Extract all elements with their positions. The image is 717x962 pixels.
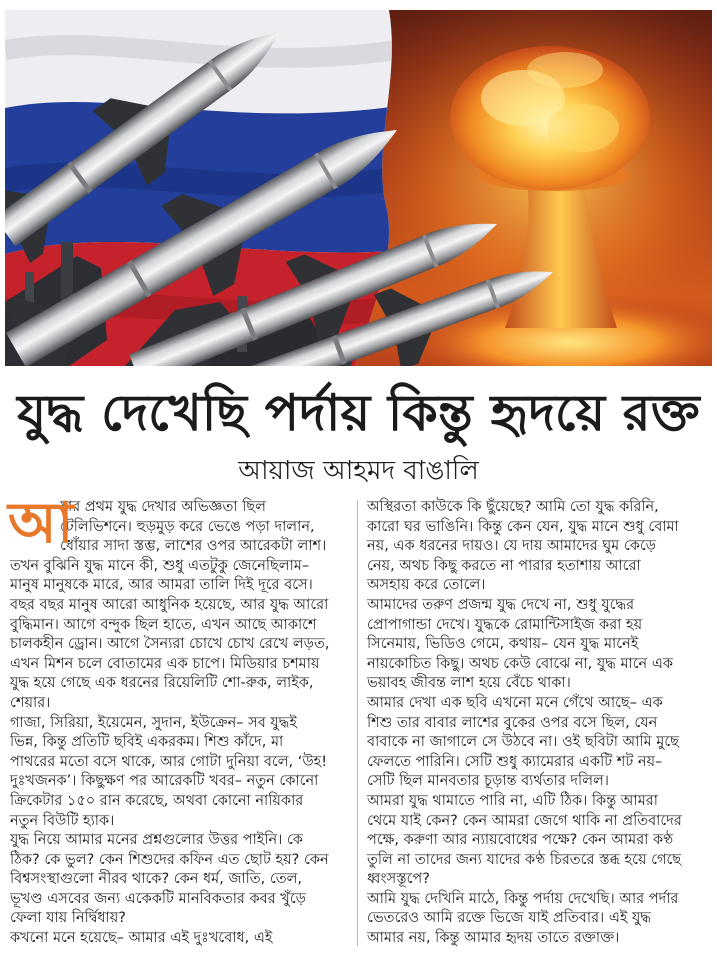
article-line-text: ভেতরেও আমি রক্তে ভিজে যাই প্রতিবার। এই যুদ্ধ — [367, 910, 652, 927]
article-line — [367, 733, 707, 753]
article-line — [367, 616, 707, 636]
article-line-text: বুদ্ধিমান। আগে বন্দুক ছিল হাতে, এখন আছে আকাশে — [10, 616, 317, 633]
article-line-text: টেলিভিশনে। হুড়মুড় করে ভেঙে পড়া দালান, — [60, 518, 315, 535]
article-line — [10, 909, 350, 929]
article-paragraph — [10, 831, 350, 929]
article-line-text: প্রোপাগান্ডা দেখে। যুদ্ধকে রোমান্টিসাইজ করা হয় — [367, 616, 643, 633]
article-line-text: থেমে যাই কেন? কেন আমরা জেগে থাকি না প্রতিবাদের — [367, 812, 682, 829]
column-divider — [357, 500, 358, 946]
article-paragraph — [367, 596, 707, 694]
article-line — [10, 929, 350, 949]
article-line-text: ভয়াবহ জীবন্ত লাশ হয়ে বেঁচে থাকা। — [367, 675, 571, 692]
article-line — [10, 714, 350, 734]
article-line-text: শেয়ার। — [10, 694, 51, 711]
article-line-text: আমার দেখা এক ছবি এখনো মনে গেঁথে আছে– এক — [367, 694, 663, 711]
drop-cap: আ — [8, 491, 74, 556]
article-line — [10, 655, 350, 675]
article-line — [10, 812, 350, 832]
hero-image — [5, 10, 712, 366]
article-paragraph — [10, 714, 350, 832]
article-line-text: কারো ঘর ভাঙিনি। কিন্তু কেন যেন, যুদ্ধ মানে শুধু বোমা — [367, 518, 679, 535]
article-line — [367, 714, 707, 734]
article-line-text: আমি যুদ্ধ দেখিনি মাঠে, কিন্তু পর্দায় দেখেছি। আর পর্দার — [367, 890, 679, 907]
headline-text: যুদ্ধ দেখেছি পর্দায় কিন্তু হৃদয়ে রক্ত — [17, 383, 700, 442]
article-line — [367, 537, 707, 557]
article-line-text: যুদ্ধ হয়ে গেছে এক ধরনের রিয়েলিটি শো-রুক, লাইক, — [10, 675, 314, 692]
article-line-text: ধোঁয়ার সাদা স্তম্ভ, লাশের ওপর আরেকটা লাশ। — [60, 538, 327, 555]
article-line — [10, 616, 350, 636]
article-line — [367, 909, 707, 929]
byline — [90, 452, 627, 490]
article-line-text: ক্রিকেটার ১৫০ রান করেছে, অথবা কোনো নায়িকার — [10, 792, 304, 809]
article-line-text: আমাদের তরুণ প্রজন্ম যুদ্ধ দেখে না, শুধু যুদ্ধের — [367, 596, 635, 613]
article-line — [367, 753, 707, 773]
article-paragraph — [10, 929, 350, 949]
article-line — [10, 576, 350, 596]
article-paragraph — [367, 890, 707, 949]
article-line — [10, 674, 350, 694]
article-line — [367, 792, 707, 812]
article-column-left — [10, 498, 350, 949]
article-line — [10, 733, 350, 753]
article-line-text: ঠিক? কে ভুল? কেন শিশুদের কফিন এত ছোট হয়? কেন — [10, 851, 329, 868]
article-line-text: নেয়, অথচ কিছু করতে না পারার হতাশায় আরো — [367, 557, 641, 574]
article-line-text: অস্থিরতা কাউকে কি ছুঁয়েছে? আমি তো যুদ্ধ করিনি, — [367, 499, 659, 515]
article-line — [367, 576, 707, 596]
article-line — [10, 694, 350, 714]
article-line-text: ফেলা যায় নির্দ্বিধায়? — [10, 910, 126, 927]
article-line-text: যুদ্ধ নিয়ে আমার মনের প্রশ্নগুলোর উত্তর পাইনি। কে — [10, 832, 303, 849]
article-line-text: নায়কোচিত কিছু। অথচ কেউ বোঝে না, যুদ্ধ মানে এক — [367, 655, 673, 672]
article-line-text: মানুষ মানুষকে মারে, আর আমরা তালি দিই দূরে বসে। — [10, 577, 313, 594]
article-line-text: দুঃখজনক’। কিছুক্ষণ পর আরেকটি খবর– নতুন কোনো — [10, 773, 319, 790]
article-line-text: ভূখণ্ড এসবের জন্য একেকটি মানবিকতার কবর খুঁড়ে — [10, 890, 307, 907]
article-line — [367, 635, 707, 655]
article-line — [10, 870, 350, 890]
article-line-text: ধ্বংসস্তূপে? — [367, 871, 430, 888]
article-line-text: শিশু তার বাবার লাশের বুকের ওপর বসে ছিল, যেন — [367, 714, 658, 731]
article-line-text: বিশ্বসংস্থাগুলো নীরব থাকে? কেন ধর্ম, জাতি, তেল, — [10, 871, 303, 888]
article-line — [367, 890, 707, 910]
article-line-text: কখনো মনে হয়েছে– আমার এই দুঃখবোধ, এই — [10, 930, 273, 947]
article-column-right — [367, 498, 707, 949]
article-line — [367, 596, 707, 616]
article-line-text: তখন বুঝিনি যুদ্ধ মানে কী, শুধু এতটুকু জেনেছিলাম– — [10, 557, 310, 574]
article-line — [367, 772, 707, 792]
article-line-text: চালকহীন ড্রোন। আগে সৈন্যরা চোখে চোখ রেখে লড়ত, — [10, 636, 330, 653]
article-line — [10, 831, 350, 851]
article-line — [10, 772, 350, 792]
article-line — [10, 792, 350, 812]
article-line-text: সিনেমায়, ভিডিও গেমে, কথায়– যেন যুদ্ধ মানেই — [367, 636, 639, 653]
article-line-text: সেটি ছিল মানবতার চূড়ান্ত ব্যর্থতার দলিল। — [367, 773, 609, 790]
article-line — [10, 753, 350, 773]
article-line-text: পাথরের মতো বসে থাকে, আর গোটা দুনিয়া বলে, ‘উহ! — [10, 753, 328, 770]
article-line-text: বছর বছর মানুষ আরো আধুনিক হয়েছে, আর যুদ্ধ আরো — [10, 596, 329, 613]
article-line-text: ভিন্ন, কিন্তু প্রতিটি ছবিই একরকম। শিশু কাঁদে, মা — [10, 734, 284, 751]
article-line-text: গাজা, সিরিয়া, ইয়েমেন, সুদান, ইউক্রেন– সব যুদ্ধই — [10, 714, 297, 731]
article-line — [367, 812, 707, 832]
article-line — [367, 557, 707, 577]
hero-illustration — [5, 10, 712, 366]
article-line-text: মার প্রথম যুদ্ধ দেখার অভিজ্ঞতা ছিল — [60, 499, 266, 515]
article-line — [367, 498, 707, 518]
article-line — [367, 929, 707, 949]
article-line — [367, 831, 707, 851]
article-line — [367, 851, 707, 871]
article-line — [10, 890, 350, 910]
article-line-text: নতুন বিউটি হ্যাক। — [10, 812, 115, 829]
article-line — [367, 694, 707, 714]
article-line — [367, 674, 707, 694]
article-paragraph — [367, 498, 707, 596]
article-line-text: নয়, এক ধরনের দায়ও। যে দায় আমাদের ঘুম কেড়ে — [367, 538, 657, 555]
article-line — [10, 635, 350, 655]
article-line-text: আমরা যুদ্ধ থামাতে পারি না, এটি ঠিক। কিন্তু আমরা — [367, 792, 658, 809]
article-line-text: পক্ষে, করুণা আর ন্যায়বোধের পক্ষে? কেন আমরা কণ্ঠ — [367, 832, 674, 849]
article-line-text: অসহায় করে তোলে। — [367, 577, 486, 594]
article-line — [10, 851, 350, 871]
article-paragraph — [367, 694, 707, 792]
article-line-text: ফেলতে পারিনি। সেটি শুধু ক্যামেরার একটি শট নয়– — [367, 753, 663, 770]
article-line — [367, 870, 707, 890]
headline — [10, 372, 707, 454]
article-line-text: বাবাকে না জাগালে সে উঠবে না। ওই ছবিটা আমি মুছে — [367, 734, 679, 751]
byline-text: আয়াজ আহমদ বাঙালি — [238, 456, 479, 486]
article-line — [367, 518, 707, 538]
article-line — [367, 655, 707, 675]
article-line-text: তুলি না তাদের জন্য যাদের কণ্ঠ চিরতরে স্তব্ধ হয়ে গেছে — [367, 851, 682, 868]
article-line-text: আমার নয়, কিন্তু আমার হৃদয় তাতে রক্তাক্ত। — [367, 930, 620, 947]
article-line — [10, 596, 350, 616]
article-line — [10, 557, 350, 577]
article-line-text: এখন মিশন চলে বোতামের এক চাপে। মিডিয়ার চশমায় — [10, 655, 320, 672]
article-paragraph — [367, 792, 707, 890]
